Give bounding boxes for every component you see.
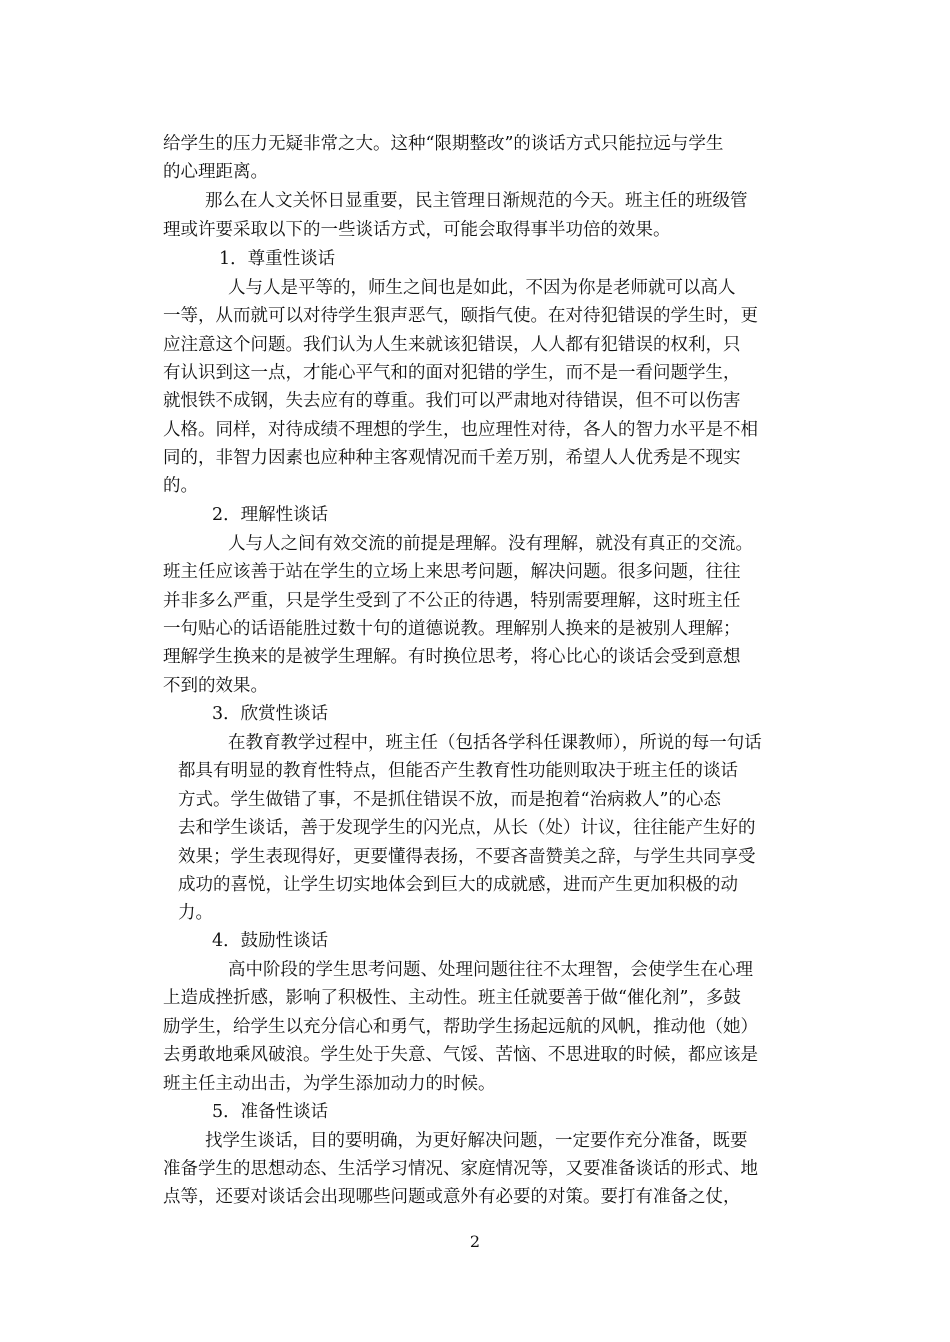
paragraph-line: 有认识到这一点，才能心平气和的面对犯错的学生，而不是一看问题学生， bbox=[163, 363, 741, 383]
paragraph-line: 人与人之间有效交流的前提是理解。没有理解，就没有真正的交流。 bbox=[228, 534, 753, 554]
paragraph-line: 成功的喜悦，让学生切实地体会到巨大的成就感，进而产生更加积极的动 bbox=[178, 875, 738, 895]
paragraph-line: 应注意这个问题。我们认为人生来就该犯错误，人人都有犯错误的权利，只 bbox=[163, 335, 741, 355]
paragraph-line: 人与人是平等的，师生之间也是如此，不因为你是老师就可以高人 bbox=[228, 278, 736, 298]
section-heading: 1．尊重性谈话 bbox=[219, 249, 336, 269]
paragraph-line: 就恨铁不成钢，失去应有的尊重。我们可以严肃地对待错误，但不可以伤害 bbox=[163, 391, 741, 411]
paragraph-line: 在教育教学过程中，班主任（包括各学科任课教师），所说的每一句话 bbox=[228, 733, 762, 753]
paragraph-line: 理解学生换来的是被学生理解。有时换位思考，将心比心的谈话会受到意想 bbox=[163, 647, 741, 667]
paragraph-line: 效果；学生表现得好，更要懂得表扬，不要吝啬赞美之辞，与学生共同享受 bbox=[178, 847, 756, 867]
paragraph-line: 同的，非智力因素也应种种主客观情况而千差万别，希望人人优秀是不现实 bbox=[163, 448, 741, 468]
paragraph-line: 准备学生的思想动态、生活学习情况、家庭情况等，又要准备谈话的形式、地 bbox=[163, 1159, 758, 1179]
section-heading: 5．准备性谈话 bbox=[212, 1102, 329, 1122]
paragraph-line: 并非多么严重，只是学生受到了不公正的待遇，特别需要理解，这时班主任 bbox=[163, 591, 741, 611]
paragraph-line: 力。 bbox=[178, 903, 213, 923]
paragraph-line: 点等，还要对谈话会出现哪些问题或意外有必要的对策。要打有准备之仗， bbox=[163, 1187, 741, 1207]
paragraph-line: 理或许要采取以下的一些谈话方式，可能会取得事半功倍的效果。 bbox=[163, 220, 671, 240]
paragraph-line: 找学生谈话，目的要明确，为更好解决问题，一定要作充分准备，既要 bbox=[205, 1131, 748, 1151]
paragraph-line: 去勇敢地乘风破浪。学生处于失意、气馁、苦恼、不思进取的时候，都应该是 bbox=[163, 1045, 758, 1065]
paragraph-line: 人格。同样，对待成绩不理想的学生，也应理性对待，各人的智力水平是不相 bbox=[163, 420, 758, 440]
paragraph-line: 那么在人文关怀日显重要，民主管理日渐规范的今天。班主任的班级管 bbox=[205, 191, 748, 211]
paragraph-line: 励学生，给学生以充分信心和勇气，帮助学生扬起远航的风帆，推动他（她） bbox=[163, 1017, 758, 1037]
paragraph-line: 高中阶段的学生思考问题、处理问题往往不太理智，会使学生在心理 bbox=[228, 960, 753, 980]
paragraph-line: 一句贴心的话语能胜过数十句的道德说教。理解别人换来的是被别人理解； bbox=[163, 619, 741, 639]
paragraph-line: 不到的效果。 bbox=[163, 676, 268, 696]
paragraph-line: 班主任主动出击，为学生添加动力的时候。 bbox=[163, 1074, 496, 1094]
paragraph-line: 方式。学生做错了事，不是抓住错误不放，而是抱着“治病救人”的心态 bbox=[178, 790, 721, 810]
paragraph-line: 上造成挫折感，影响了积极性、主动性。班主任就要善于做“催化剂”，多鼓 bbox=[163, 988, 741, 1008]
paragraph-line: 给学生的压力无疑非常之大。这种“限期整改”的谈话方式只能拉远与学生 bbox=[163, 134, 724, 154]
page-number: 2 bbox=[469, 1232, 481, 1251]
paragraph-line: 去和学生谈话，善于发现学生的闪光点，从长（处）计议，往往能产生好的 bbox=[178, 818, 756, 838]
paragraph-line: 一等，从而就可以对待学生狠声恶气，颐指气使。在对待犯错误的学生时，更 bbox=[163, 306, 758, 326]
section-heading: 2．理解性谈话 bbox=[212, 505, 329, 525]
section-heading: 4．鼓励性谈话 bbox=[212, 931, 329, 951]
paragraph-line: 都具有明显的教育性特点，但能否产生教育性功能则取决于班主任的谈话 bbox=[178, 761, 738, 781]
paragraph-line: 班主任应该善于站在学生的立场上来思考问题，解决问题。很多问题，往往 bbox=[163, 562, 741, 582]
paragraph-line: 的心理距离。 bbox=[163, 162, 268, 182]
section-heading: 3．欣赏性谈话 bbox=[212, 704, 329, 724]
paragraph-line: 的。 bbox=[163, 476, 198, 496]
